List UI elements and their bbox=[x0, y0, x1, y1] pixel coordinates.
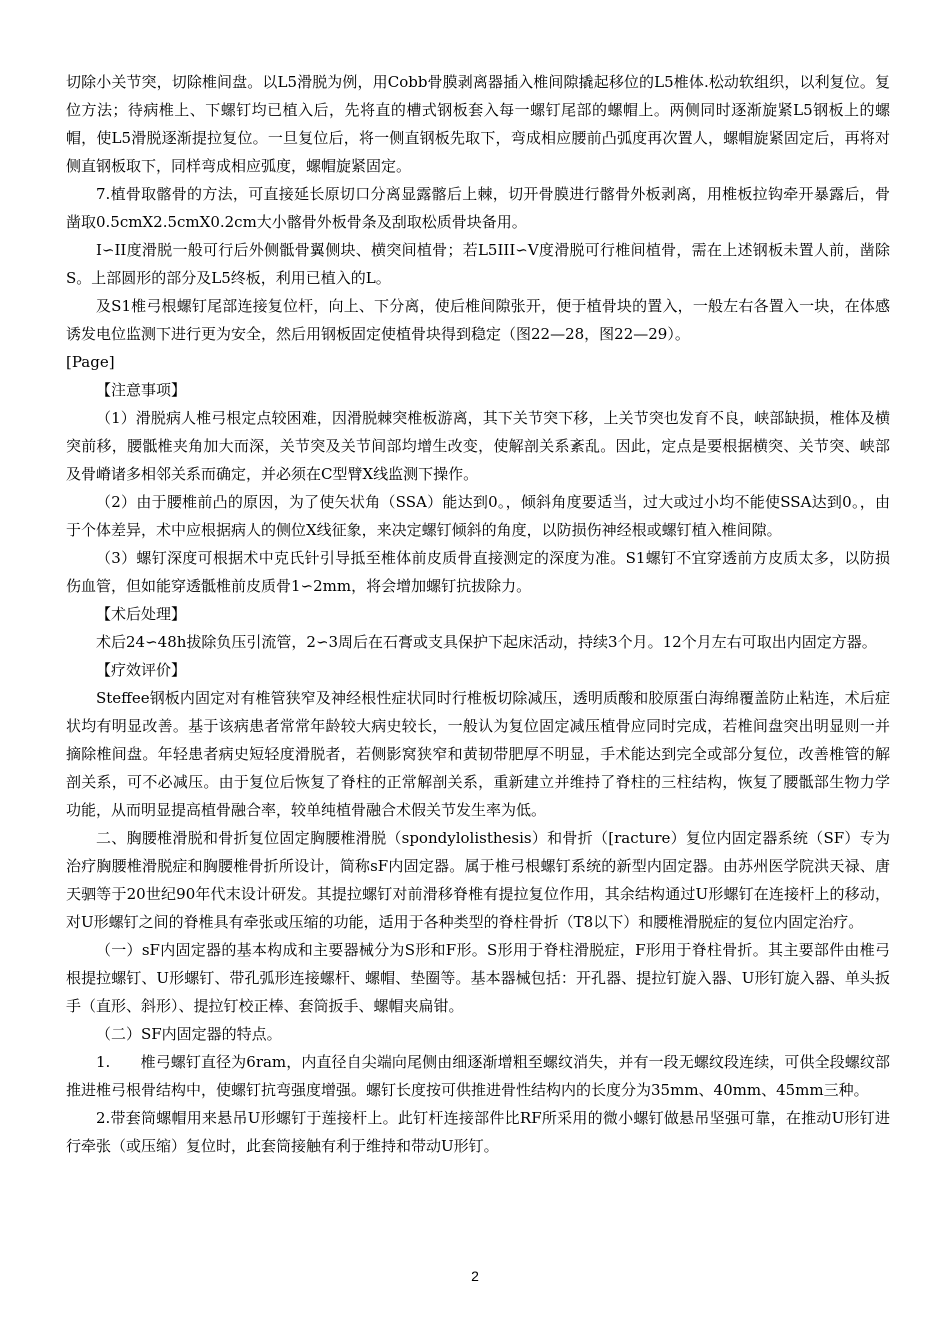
heading-precautions: 【注意事项】 bbox=[96, 381, 187, 399]
paragraph-reduction-method: 切除小关节突，切除椎间盘。以L5滑脱为例，用Cobb骨膜剥离器插入椎间隙撬起移位的L5椎体.松动软组织，以利复位。复位方法；待病椎上、下螺钉均已植入后，先将直的槽式钢板套入每一螺钉尾部的螺帽上。两侧同时逐渐旋紧L5钢板上的螺帽，使L5滑脱逐渐提拉复位。一旦复位后，将一侧直钢板先取下，弯成相应腰前凸弧度再次置人，螺帽旋紧固定后，再将对侧直钢板取下，同样弯成相应弧度，螺帽旋紧固定。 bbox=[66, 73, 890, 175]
paragraph-sf-components: （一）sF内固定器的基本构成和主要器械分为S形和F形。S形用于脊柱滑脱症，F形用于脊柱骨折。其主要部件由椎弓根提拉螺钉、U形螺钉、带孔弧形连接螺杆、螺帽、垫圈等。基本器械包括：开孔器、提拉钉旋入器、U形钉旋入器、单头扳手（直形、斜形）、提拉钉校正棒、套筒扳手、螺帽夹扁钳。 bbox=[66, 941, 890, 1015]
paragraph-s1-reduction-rod: 及S1椎弓根螺钉尾部连接复位杆，向上、下分离，使后椎间隙张开，便于植骨块的置入，一般左右各置入一块，在体感诱发电位监测下进行更为安全，然后用钢板固定使植骨块得到稳定（图22—28，图22—29）。 bbox=[66, 297, 890, 343]
paragraph-precaution-1: （1）滑脱病人椎弓根定点较困难，因滑脱棘突椎板游离，其下关节突下移，上关节突也发育不良，峡部缺损，椎体及横突前移，腰骶椎夹角加大而深，关节突及关节间部均增生改变，使解剖关系紊乱。因此，定点是要根据横突、关节突、峡部及骨嵴诸多相邻关系而确定，并必须在C型臂X线监测下操作。 bbox=[66, 409, 890, 483]
paragraph-feature-1: 1. 椎弓螺钉直径为6ram，内直径自尖端向尾侧由细逐渐增粗至螺纹消失，并有一段无螺纹段连续，可供全段螺纹部推进椎弓根骨结构中，使螺钉抗弯强度增强。螺钉长度按可供推进骨性结构内的长度分为35mm、40mm、45mm三种。 bbox=[66, 1053, 890, 1099]
paragraph-iliac-bone-graft: 7.植骨取髂骨的方法，可直接延长原切口分离显露髂后上棘，切开骨膜进行髂骨外板剥离，用椎板拉钩牵开暴露后，骨凿取0.5cmX2.5cmX0.2cm大小髂骨外板骨条及刮取松质骨块备用。 bbox=[66, 185, 890, 231]
paragraph-sf-system: 二、胸腰椎滑脱和骨折复位固定胸腰椎滑脱（spondylolisthesis）和骨折（[racture）复位内固定器系统（SF）专为治疗胸腰椎滑脱症和胸腰椎骨折所设计，简称sF内固定器。属于椎弓根螺钉系统的新型内固定器。由苏州医学院洪天禄、唐天驷等于20世纪90年代末设计研发。其提拉螺钉对前滑移脊椎有提拉复位作用，其余结构通过U形螺钉在连接杆上的移动，对U形螺钉之间的脊椎具有牵张或压缩的功能，适用于各种类型的脊柱骨折（T8以下）和腰椎滑脱症的复位内固定治疗。 bbox=[66, 829, 890, 931]
document-body bbox=[66, 68, 890, 1160]
paragraph-precaution-2: （2）由于腰椎前凸的原因，为了使矢状角（SSA）能达到0。，倾斜角度要适当，过大或过小均不能使SSA达到0。，由于个体差异，术中应根据病人的侧位X线征象，来决定螺钉倾斜的角度，以防损伤神经根或螺钉植入椎间隙。 bbox=[66, 493, 890, 539]
page-marker: [Page] bbox=[66, 353, 115, 371]
paragraph-graft-by-grade: I∽II度滑脱一般可行后外侧骶骨翼侧块、横突间植骨；若L5III∽V度滑脱可行椎间植骨，需在上述钢板未置人前，凿除S。上部圆形的部分及L5终板，利用已植入的L。 bbox=[66, 241, 890, 287]
paragraph-feature-2: 2.带套筒螺帽用来悬吊U形螺钉于莲接杆上。此钉杆连接部件比RF所采用的微小螺钉做悬吊坚强可靠，在推动U形钉进行牵张（或压缩）复位时，此套筒接触有利于维持和带动U形钉。 bbox=[66, 1109, 890, 1155]
page-number: 2 bbox=[471, 1268, 479, 1284]
paragraph-sf-features-heading: （二）SF内固定器的特点。 bbox=[96, 1025, 282, 1043]
heading-postoperative: 【术后处理】 bbox=[96, 605, 187, 623]
paragraph-evaluation: Steffee钢板内固定对有椎管狭窄及神经根性症状同时行椎板切除减压，透明质酸和胶原蛋白海绵覆盖防止粘连，术后症状均有明显改善。基于该病患者常常年龄较大病史较长，一般认为复位固定减压植骨应同时完成，若椎间盘突出明显则一并摘除椎间盘。年轻患者病史短轻度滑脱者，若侧影窝狭窄和黄韧带肥厚不明显，手术能达到完全或部分复位，改善椎管的解剖关系，可不必减压。由于复位后恢复了脊柱的正常解剖关系，重新建立并维持了脊柱的三柱结构，恢复了腰骶部生物力学功能，从而明显提高植骨融合率，较单纯植骨融合术假关节发生率为低。 bbox=[66, 689, 890, 819]
paragraph-precaution-3: （3）螺钉深度可根据术中克氏针引导抵至椎体前皮质骨直接测定的深度为准。S1螺钉不宜穿透前方皮质太多，以防损伤血管，但如能穿透骶椎前皮质骨1∽2mm，将会增加螺钉抗拔除力。 bbox=[66, 549, 890, 595]
paragraph-postoperative: 术后24∽48h拔除负压引流管，2∽3周后在石膏或支具保护下起床活动，持续3个月。12个月左右可取出内固定方器。 bbox=[96, 633, 877, 651]
heading-evaluation: 【疗效评价】 bbox=[96, 661, 187, 679]
